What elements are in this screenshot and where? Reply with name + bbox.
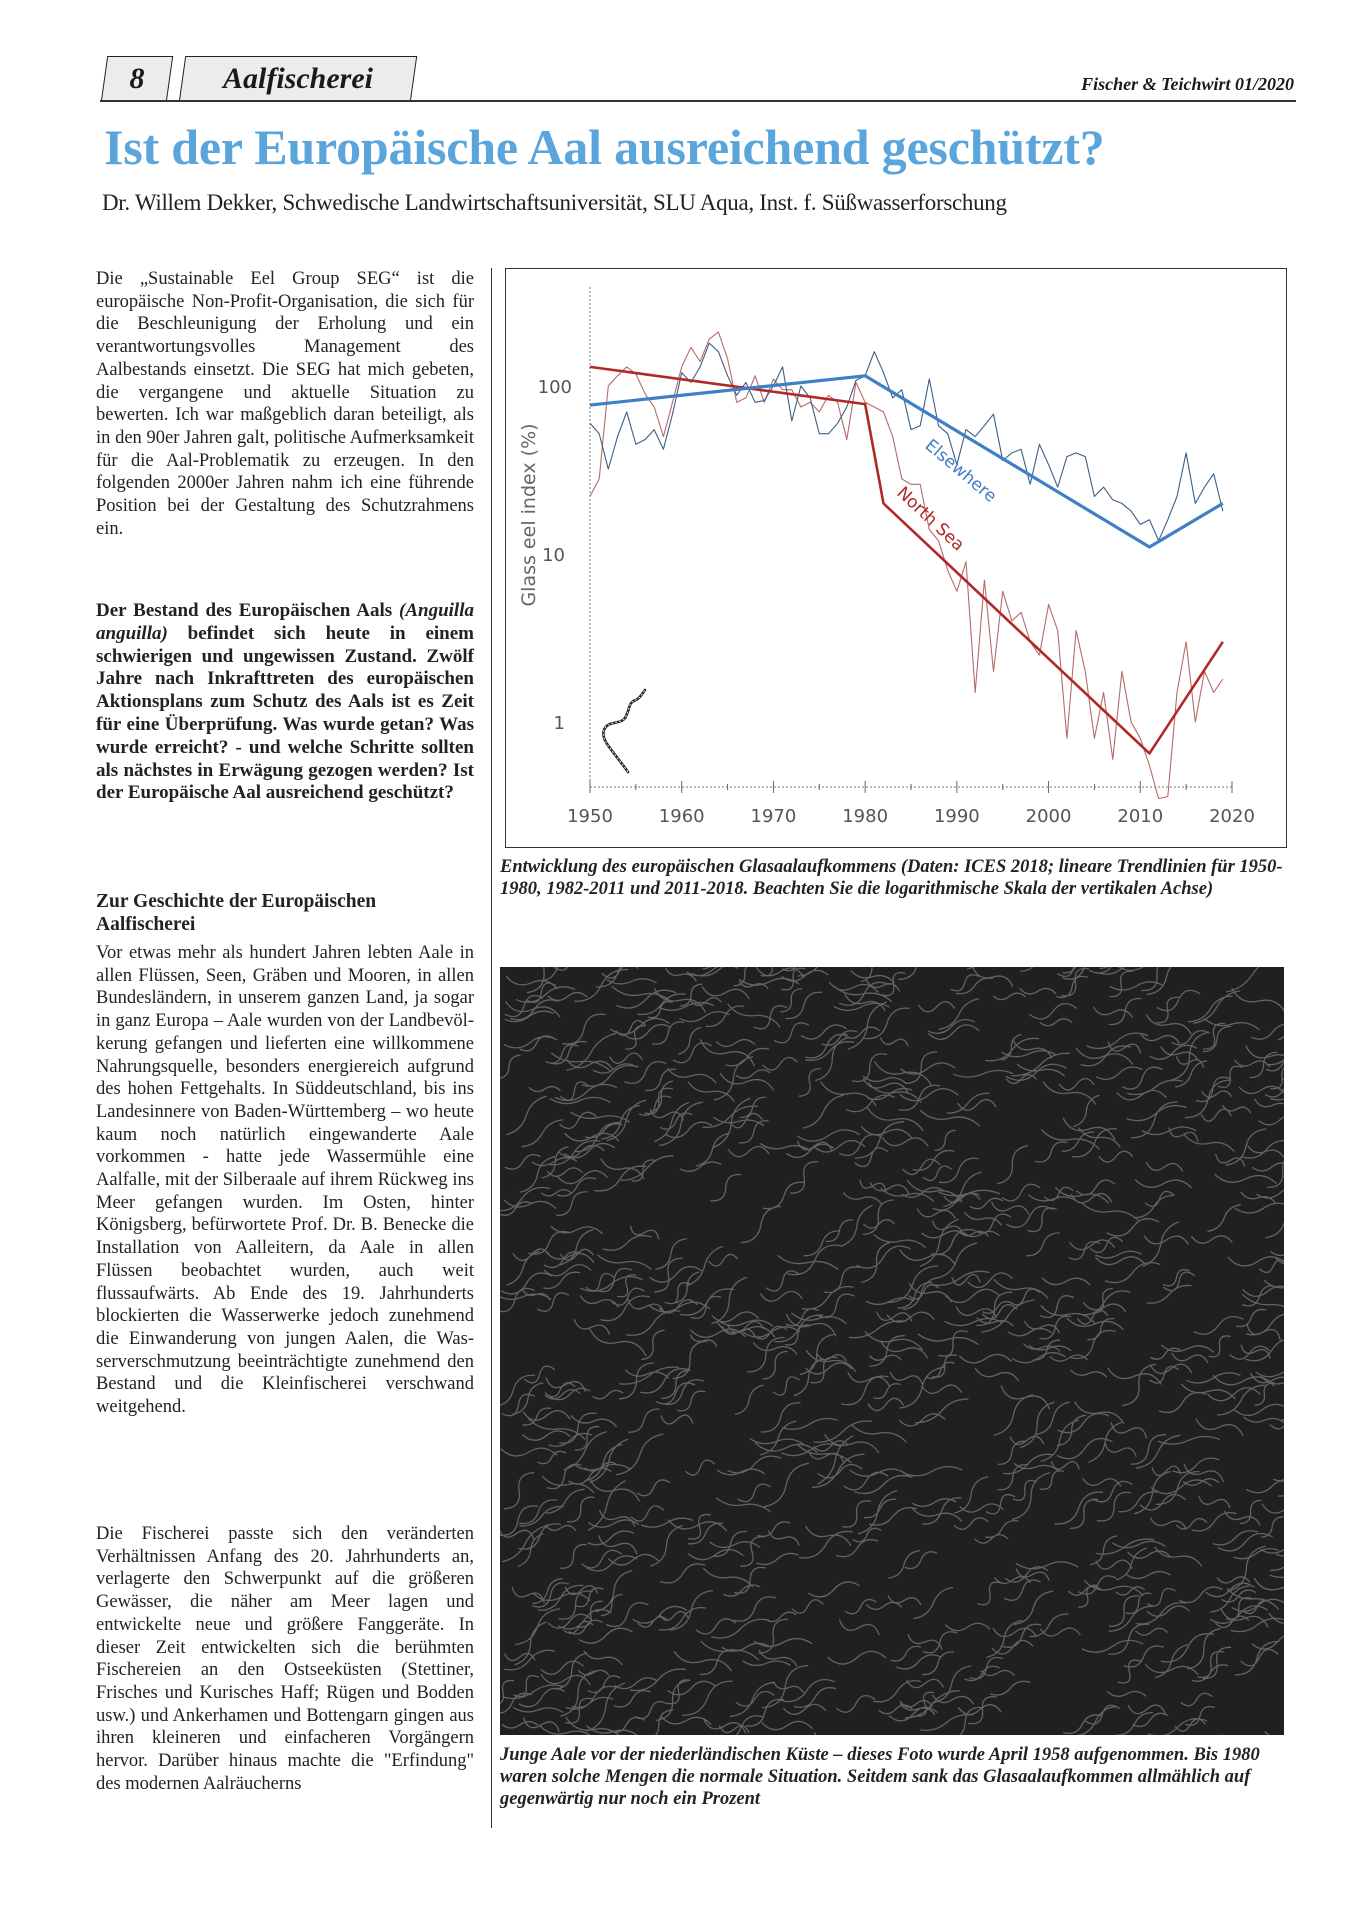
- section-heading: Zur Geschichte der Europäischen Aalfischerei: [96, 891, 377, 935]
- eel-icon: [603, 690, 645, 772]
- x-tick-label: 1960: [658, 806, 705, 827]
- x-tick-label: 1970: [750, 806, 797, 827]
- section-label: Aalfischerei: [223, 62, 373, 95]
- x-tick-label: 1950: [567, 806, 613, 827]
- x-tick-label: 1990: [933, 806, 980, 827]
- elsewhere-trend-line: [590, 376, 1223, 547]
- chart-caption: Entwicklung des europäischen Glasaalaufkommens (Daten: ICES 2018; lineare Trendlinien für 1950-1980, 1982-2011 und 2011-2018. Beachten Sie die logarithmische Skala der vertikalen Achse): [500, 857, 1283, 899]
- y-tick-label: 10: [542, 545, 565, 566]
- eel-swarm-image: [500, 967, 1284, 1735]
- north-sea-label: North Sea: [892, 483, 969, 556]
- x-tick-label: 2010: [1117, 806, 1164, 827]
- glass-eel-photo: [500, 967, 1284, 1735]
- article-title: Ist der Europäische Aal ausreichend geschützt?: [104, 119, 1105, 175]
- journal-issue: Fischer & Teichwirt 01/2020: [1081, 74, 1294, 94]
- north-sea-trend-line: [590, 367, 1223, 754]
- x-tick-label: 1980: [842, 806, 889, 827]
- y-axis-label: Glass eel index (%): [518, 423, 540, 607]
- lead-text-2: befindet sich heute in einem schwierigen und ungewissen Zustand. Zwölf Jahre nach Inkrafttreten des europäischen Aktionsplans zum Schutz des Aals ist es Zeit für eine Überprüfung. Was wurde getan? Was wurde erreicht? - und welche Schritte sollten als nächstes in Erwägung gezogen werden? Ist der Europäische Aal ausreichend geschützt?: [96, 622, 474, 804]
- elsewhere-series-line: [590, 343, 1223, 541]
- photo-caption: Junge Aale vor der niederländischen Küste – dieses Foto wurde April 1958 aufgenommen. Bis 1980 waren solche Mengen die normale Situation. Seitdem sank das Glasaalaufkommen allmählich auf gegenwärtig nur noch ein Prozent: [500, 1745, 1260, 1809]
- y-tick-label: 100: [537, 377, 572, 398]
- history-paragraph-2: Die Fischerei passte sich den veränderten Verhältnissen Anfang des 20. Jahrhunderts an, verlagerte den Schwerpunkt auf die größeren Gewässer, die näher am Meer lagen und entwickelte neue und größere Fanggeräte. In dieser Zeit entwickelten sich die berühmten Fischereien an den Ostseeküsten (Stettiner, Frisches und Kurisches Haff; Rügen und Bodden usw.) und Ankerhamen und Bottengarn gingen aus ihren kleineren und einfacheren Vorgängern hervor. Darüber hinaus machte die "Erfindung" des modernen Aalräucherns: [96, 1524, 474, 1794]
- x-tick-label: 2000: [1025, 806, 1072, 827]
- history-paragraph-1: Vor etwas mehr als hundert Jahren lebten Aale in allen Flüssen, Seen, Gräben und Mooren, in allen Bundesländern, in unserem ganzen Land, ja sogar in ganz Europa – Aale wurden von der Landbevölkerung gefangen und lieferten eine willkommene Nahrungsquelle, besonders energiereich aufgrund des hohen Fettgehalts. In Süddeutschland, bis ins Landesinnere von Baden-Württemberg – wo heute kaum noch natürlich eingewanderte Aale vorkommen - hatte jede Wassermühle eine Aalfalle, mit der Silberaale auf ihrem Rückweg ins Meer gefangen wurden. Im Osten, hinter Königsberg, befürwortete Prof. Dr. B. Benecke die Installation von Aalleitern, da Aale in allen Flüssen beobachtet wurden, auch weit flussaufwärts. Ab Ende des 19. Jahrhunderts blockierten die Wasserwerke jedoch zunehmend die Einwanderung von jungen Aalen, die Wasserverschmutzung beeinträchtigte zunehmend den Bestand und die Kleinfischerei verschwand weitgehend.: [96, 943, 474, 1418]
- y-tick-label: 1: [553, 713, 565, 734]
- article-byline: Dr. Willem Dekker, Schwedische Landwirtschaftsuniversität, SLU Aqua, Inst. f. Süßwasserforschung: [102, 190, 1007, 215]
- elsewhere-label: Elsewhere: [920, 435, 1001, 507]
- page-number: 8: [129, 62, 145, 95]
- x-tick-label: 2020: [1209, 806, 1255, 827]
- species-name: (Anguilla anguilla): [96, 600, 474, 644]
- lead-text-1: Der Bestand des Europäischen Aals: [96, 600, 400, 621]
- intro-text: Die „Sustainable Eel Group SEG“ ist die europäische Non-Profit-Organisation, die sich für die Beschleunigung der Erholung und ein verantwortungsvolles Management des Aalbestands einsetzt. Die SEG hat mich gebeten, die vergangene und aktuelle Situation zu bewerten. Ich war maßgeblich daran beteiligt, als in den 90er Jahren galt, politische Aufmerksamkeit für die Aal-Problematik zu erzeugen. In den folgenden 2000er Jahren nahm ich eine führende Position bei der Gestaltung des Schutzrahmens ein.: [96, 269, 474, 539]
